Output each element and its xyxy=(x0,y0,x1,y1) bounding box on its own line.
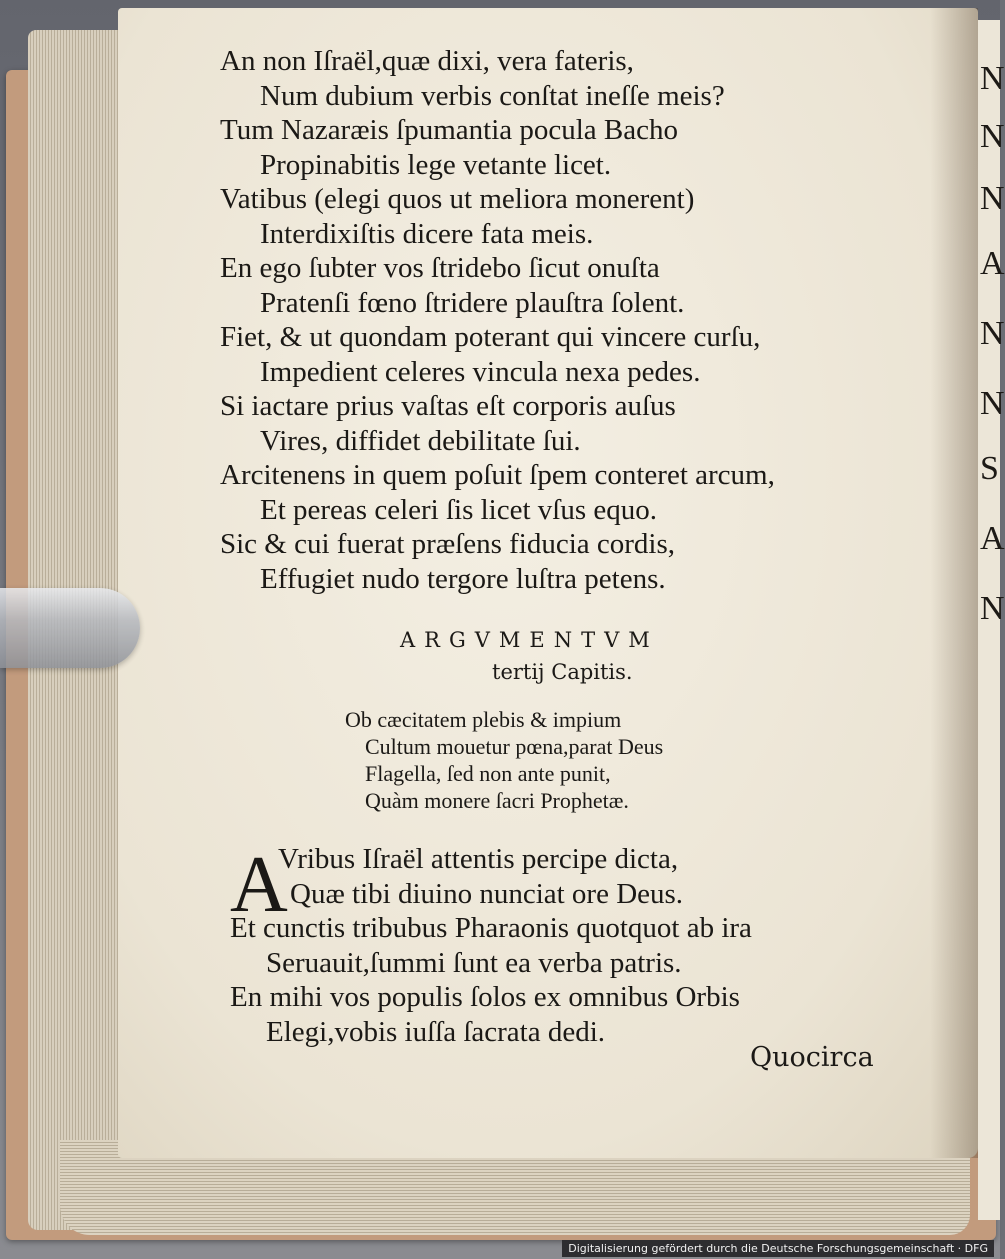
verse-line: Arcitenens in quem poſuit ſpem conteret arcum, xyxy=(220,459,775,491)
facing-initial: A xyxy=(980,520,1005,557)
page-gutter xyxy=(930,8,978,1158)
facing-page xyxy=(978,20,1005,1220)
verse-line: En mihi vos populis ſolos ex omnibus Orbis xyxy=(230,981,740,1013)
facing-initial: S xyxy=(980,450,999,487)
verse-line: Impedient celeres vincula nexa pedes. xyxy=(260,355,701,388)
verse-line: Interdixiſtis dicere fata meis. xyxy=(260,217,594,250)
verse-line: Pratenſi fœno ſtridere plauſtra ſolent. xyxy=(260,286,685,319)
verse-line: Vires, diffidet debilitate ſui. xyxy=(260,424,581,457)
argument-line: Flagella, ſed non ante punit, xyxy=(365,761,611,786)
verse-line: Effugiet nudo tergore luſtra petens. xyxy=(260,562,666,595)
argument-line: Quàm monere ſacri Prophetæ. xyxy=(365,788,629,813)
verse-line: Sic & cui fuerat præſens fiducia cordis, xyxy=(220,528,676,560)
facing-initial: N xyxy=(980,180,1005,217)
catchword: Quocirca xyxy=(750,1042,874,1073)
stanza-2 xyxy=(230,842,752,1049)
verse-line: Et cunctis tribubus Pharaonis quotquot ab ira xyxy=(230,912,752,944)
verse-line: Quæ tibi diuino nunciat ore Deus. xyxy=(290,877,684,910)
verse-line: Propinabitis lege vetante licet. xyxy=(260,148,612,181)
argument-subheading: tertij Capitis. xyxy=(492,660,633,684)
facing-initial: N xyxy=(980,385,1005,422)
verse-line: Vatibus (elegi quos ut meliora monerent) xyxy=(220,183,695,215)
drop-capital: A xyxy=(230,841,288,929)
stanza-1 xyxy=(220,44,900,596)
digitization-credit: Digitalisierung gefördert durch die Deutsche Forschungsgemeinschaft · DFG xyxy=(562,1240,994,1257)
verse-line: En ego ſubter vos ſtridebo ſicut onuſta xyxy=(220,252,660,284)
argument-line: Cultum mouetur pœna,parat Deus xyxy=(365,734,664,759)
verse-line: Fiet, & ut quondam poterant qui vincere curſu, xyxy=(220,321,761,353)
facing-initial: N xyxy=(980,118,1005,155)
facing-initial: N xyxy=(980,60,1005,97)
verse-line: Vribus Iſraël attentis percipe dicta, xyxy=(278,843,679,875)
verse-line: Tum Nazaræis ſpumantia pocula Bacho xyxy=(220,114,679,146)
facing-initial: A xyxy=(980,245,1005,282)
verse-line: Num dubium verbis conſtat ineſſe meis? xyxy=(260,79,725,112)
verse-line: Elegi,vobis iuſſa ſacrata dedi. xyxy=(266,1015,606,1048)
verse-line: Si iactare prius vaſtas eſt corporis auſus xyxy=(220,390,676,422)
verse-line: Seruauit,ſummi ſunt ea verba patris. xyxy=(266,946,682,979)
facing-initial: N xyxy=(980,590,1005,627)
argument-heading: ARGVMENTVM xyxy=(400,628,659,652)
argument-text xyxy=(345,706,663,814)
verse-line: Et pereas celeri ſis licet vſus equo. xyxy=(260,493,657,526)
page-holder-clip xyxy=(0,588,140,668)
argument-line: Ob cæcitatem plebis & impium xyxy=(345,707,622,732)
facing-initial: N xyxy=(980,315,1005,352)
verse-line: An non Iſraël,quæ dixi, vera fateris, xyxy=(220,45,634,77)
